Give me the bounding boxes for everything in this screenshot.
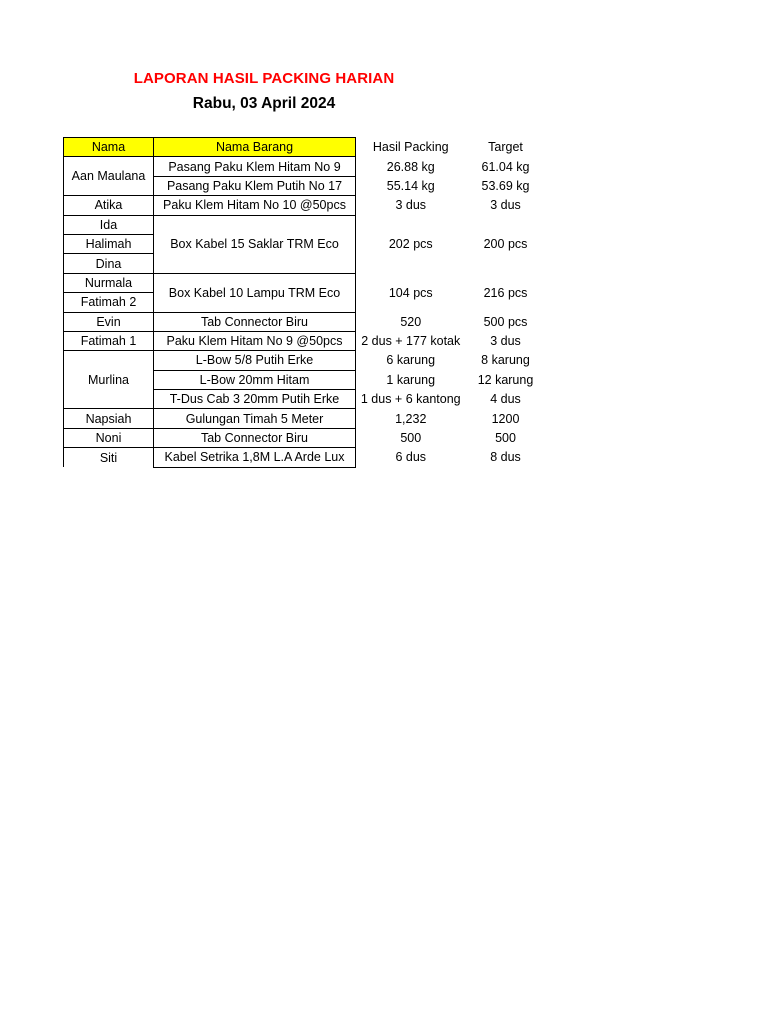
hasil-cell: 6 karung xyxy=(386,353,436,368)
table-header-row xyxy=(64,138,546,157)
name-cell: Noni xyxy=(64,428,154,447)
hasil-cell: 6 dus xyxy=(395,450,427,465)
name-cell: Napsiah xyxy=(64,409,154,428)
name-cell: Murlina xyxy=(64,351,154,409)
item-cell: Box Kabel 15 Saklar TRM Eco xyxy=(154,215,356,273)
name-cell: Aan Maulana xyxy=(64,157,154,196)
item-cell: Pasang Paku Klem Putih No 17 xyxy=(154,176,356,195)
hasil-cell: 104 pcs xyxy=(388,285,433,300)
hasil-cell: 55.14 kg xyxy=(386,178,435,193)
item-cell: Box Kabel 10 Lampu TRM Eco xyxy=(154,273,356,312)
hasil-cell: 520 xyxy=(400,314,422,329)
table-row xyxy=(64,273,546,292)
name-cell: Atika xyxy=(64,196,154,215)
table-row xyxy=(64,215,546,234)
item-cell: Paku Klem Hitam No 9 @50pcs xyxy=(154,331,356,350)
name-cell: Halimah xyxy=(64,234,154,253)
target-cell: 200 pcs xyxy=(483,237,528,252)
hasil-cell: 500 xyxy=(400,431,422,446)
table-row xyxy=(64,448,546,467)
target-cell: 8 karung xyxy=(481,353,530,368)
target-cell: 500 xyxy=(495,431,516,446)
header-hasil-packing: Hasil Packing xyxy=(372,140,449,155)
table-row xyxy=(64,312,546,331)
hasil-cell: 202 pcs xyxy=(388,237,433,252)
target-cell: 53.69 kg xyxy=(481,178,530,193)
table-row xyxy=(64,409,546,428)
target-cell: 1200 xyxy=(491,411,520,426)
item-cell: T-Dus Cab 3 20mm Putih Erke xyxy=(154,390,356,409)
target-cell: 61.04 kg xyxy=(481,159,530,174)
target-cell: 500 pcs xyxy=(483,314,528,329)
hasil-cell: 1,232 xyxy=(395,411,427,426)
name-cell: Dina xyxy=(64,254,154,273)
hasil-cell: 3 dus xyxy=(395,198,427,213)
header-target: Target xyxy=(488,140,523,155)
name-cell: Ida xyxy=(64,215,154,234)
header-nama: Nama xyxy=(64,138,154,157)
item-cell: Paku Klem Hitam No 10 @50pcs xyxy=(154,196,356,215)
hasil-cell: 1 karung xyxy=(386,372,436,387)
target-cell: 3 dus xyxy=(490,198,521,213)
name-cell: Evin xyxy=(64,312,154,331)
table-row xyxy=(64,196,546,215)
table-row xyxy=(64,157,546,176)
header-nama-barang: Nama Barang xyxy=(154,138,356,157)
target-cell: 3 dus xyxy=(490,334,521,349)
target-cell: 12 karung xyxy=(477,372,534,387)
target-cell: 216 pcs xyxy=(483,285,528,300)
item-cell: L-Bow 20mm Hitam xyxy=(154,370,356,389)
item-cell: Tab Connector Biru xyxy=(154,312,356,331)
item-cell: Tab Connector Biru xyxy=(154,428,356,447)
table-row xyxy=(64,351,546,370)
item-cell: Pasang Paku Klem Hitam No 9 xyxy=(154,157,356,176)
hasil-cell: 26.88 kg xyxy=(386,159,435,174)
table-row xyxy=(64,428,546,447)
hasil-cell: 2 dus + 177 kotak xyxy=(361,334,461,349)
name-cell: Fatimah 1 xyxy=(64,331,154,350)
item-cell: L-Bow 5/8 Putih Erke xyxy=(154,351,356,370)
report-date: Rabu, 03 April 2024 xyxy=(192,95,336,112)
name-cell: Nurmala xyxy=(64,273,154,292)
item-cell: Kabel Setrika 1,8M L.A Arde Lux xyxy=(154,448,356,467)
table-row xyxy=(64,331,546,350)
packing-report-table xyxy=(63,137,546,468)
item-cell: Gulungan Timah 5 Meter xyxy=(154,409,356,428)
target-cell: 4 dus xyxy=(490,392,521,407)
target-cell: 8 dus xyxy=(490,450,521,465)
hasil-cell: 1 dus + 6 kantong xyxy=(360,392,461,407)
report-title: LAPORAN HASIL PACKING HARIAN xyxy=(133,70,395,87)
name-cell: Siti xyxy=(64,448,154,467)
name-cell: Fatimah 2 xyxy=(64,293,154,312)
